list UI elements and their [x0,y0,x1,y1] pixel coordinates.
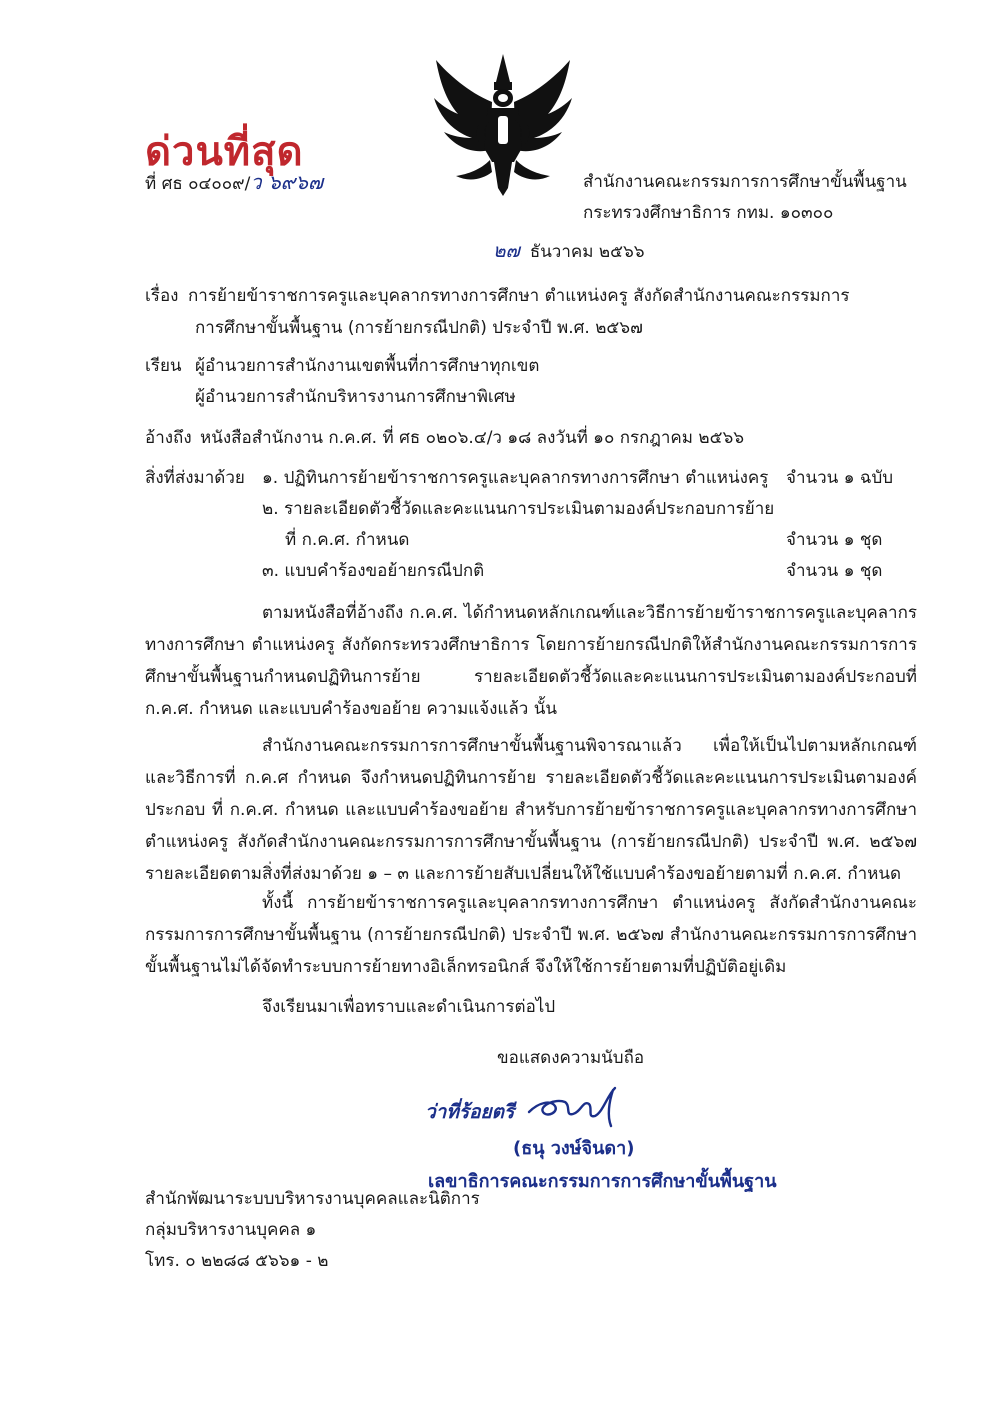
regards-text: ขอแสดงความนับถือ [497,1048,645,1068]
body-paragraph-1: ตามหนังสือที่อ้างถึง ก.ค.ศ. ได้กำหนดหลักเกณฑ์และวิธีการย้ายข้าราชการครูและบุคลากรทางการศึกษา ตำแหน่งครู สังกัดกระทรวงศึกษาธิการ โดยการย้ายกรณีปกติให้สำนักงานคณะกรรมการการศึกษาขั้นพื้นฐานกำหนดปฏิทินการย้าย รายละเอียดตัวชี้วัดและคะแนนการประเมินตามองค์ประกอบที่ ก.ค.ศ. กำหนด และแบบคำร้องขอย้าย ความแจ้งแล้ว นั้น [145,603,917,719]
enclosure-item-1: ๑. ปฏิทินการย้ายข้าราชการครูและบุคลากรทางการศึกษา ตำแหน่งครู [262,468,769,488]
subject-line-2: การศึกษาขั้นพื้นฐาน (การย้ายกรณีปกติ) ประจำปี พ.ศ. ๒๕๖๗ [195,318,643,338]
letter-date [493,240,645,263]
document-reference [145,171,323,195]
enclosure-item-2: ๒. รายละเอียดตัวชี้วัดและคะแนนการประเมินตามองค์ประกอบการย้าย [262,499,775,519]
footer-department: สำนักพัฒนาระบบบริหารงานบุคคลและนิติการ [145,1189,480,1209]
reference-handwritten-number: ว ๖๙๖๗ [250,170,324,194]
sender-office: สำนักงานคณะกรรมการการศึกษาขั้นพื้นฐาน [583,172,907,192]
recipient-line-1: ผู้อำนวยการสำนักงานเขตพื้นที่การศึกษาทุกเขต [195,356,540,376]
enclosure-item-2-cont: ที่ ก.ค.ศ. กำหนด [285,530,410,550]
garuda-emblem-icon [428,52,578,197]
handwritten-signature-icon [525,1082,625,1130]
reference-label: อ้างถึง [145,428,192,448]
footer-phone: โทร. ๐ ๒๒๘๘ ๕๖๖๑ - ๒ [145,1251,329,1271]
recipient-label: เรียน [145,356,182,376]
date-month-year: ธันวาคม ๒๕๖๖ [529,242,645,262]
date-day: ๒๗ [493,240,520,262]
enclosure-qty-3: จำนวน ๑ ชุด [786,561,883,581]
body-paragraph-3: ทั้งนี้ การย้ายข้าราชการครูและบุคลากรทางการศึกษา ตำแหน่งครู สังกัดสำนักงานคณะกรรมการการศึกษาขั้นพื้นฐาน (การย้ายกรณีปกติ) ประจำปี พ.ศ. ๒๕๖๗ สำนักงานคณะกรรมการการศึกษาขั้นพื้นฐานไม่ได้จัดทำระบบการย้ายทางอิเล็กทรอนิกส์ จึงให้ใช้การย้ายตามที่ปฏิบัติอยู่เดิม [145,893,917,977]
closing-sentence: จึงเรียนมาเพื่อทราบและดำเนินการต่อไป [262,997,556,1017]
subject-line-1: การย้ายข้าราชการครูและบุคลากรทางการศึกษา ตำแหน่งครู สังกัดสำนักงานคณะกรรมการ [188,286,850,306]
signer-position: เลขาธิการคณะกรรมการการศึกษาขั้นพื้นฐาน [428,1171,777,1192]
urgency-stamp: ด่วนที่สุด [145,129,304,175]
sender-address: กระทรวงศึกษาธิการ กทม. ๑๐๓๐๐ [583,203,834,223]
enclosure-qty-1: จำนวน ๑ ฉบับ [786,468,894,488]
footer-group: กลุ่มบริหารงานบุคคล ๑ [145,1220,317,1240]
body-paragraph-2: สำนักงานคณะกรรมการการศึกษาขั้นพื้นฐานพิจารณาแล้ว เพื่อให้เป็นไปตามหลักเกณฑ์และวิธีการที่ ก.ค.ศ กำหนด จึงกำหนดปฏิทินการย้าย รายละเอียดตัวชี้วัดและคะแนนการประเมินตามองค์ประกอบ ที่ ก.ค.ศ. กำหนด และแบบคำร้องขอย้าย สำหรับการย้ายข้าราชการครูและบุคลากรทางการศึกษา ตำแหน่งครู สังกัดสำนักงานคณะกรรมการการศึกษาขั้นพื้นฐาน (การย้ายกรณีปกติ) ประจำปี พ.ศ. ๒๕๖๗ รายละเอียดตามสิ่งที่ส่งมาด้วย ๑ – ๓ และการย้ายสับเปลี่ยนให้ใช้แบบคำร้องขอย้ายตามที่ ก.ค.ศ. กำหนด [145,736,917,884]
signer-name: (ธนุ วงษ์จินดา) [513,1138,635,1159]
recipient-line-2: ผู้อำนวยการสำนักบริหารงานการศึกษาพิเศษ [195,387,516,407]
reference-prefix: ที่ ศธ ๐๔๐๐๙/ [145,174,251,194]
reference-text: หนังสือสำนักงาน ก.ค.ศ. ที่ ศธ ๐๒๐๖.๔/ว ๑๘ ลงวันที่ ๑๐ กรกฎาคม ๒๕๖๖ [200,428,745,448]
enclosures-label: สิ่งที่ส่งมาด้วย [145,468,245,488]
enclosure-item-3: ๓. แบบคำร้องขอย้ายกรณีปกติ [262,561,485,581]
subject-label: เรื่อง [145,286,179,306]
signer-rank: ว่าที่ร้อยตรี [425,1101,515,1123]
enclosure-qty-2: จำนวน ๑ ชุด [786,530,883,550]
